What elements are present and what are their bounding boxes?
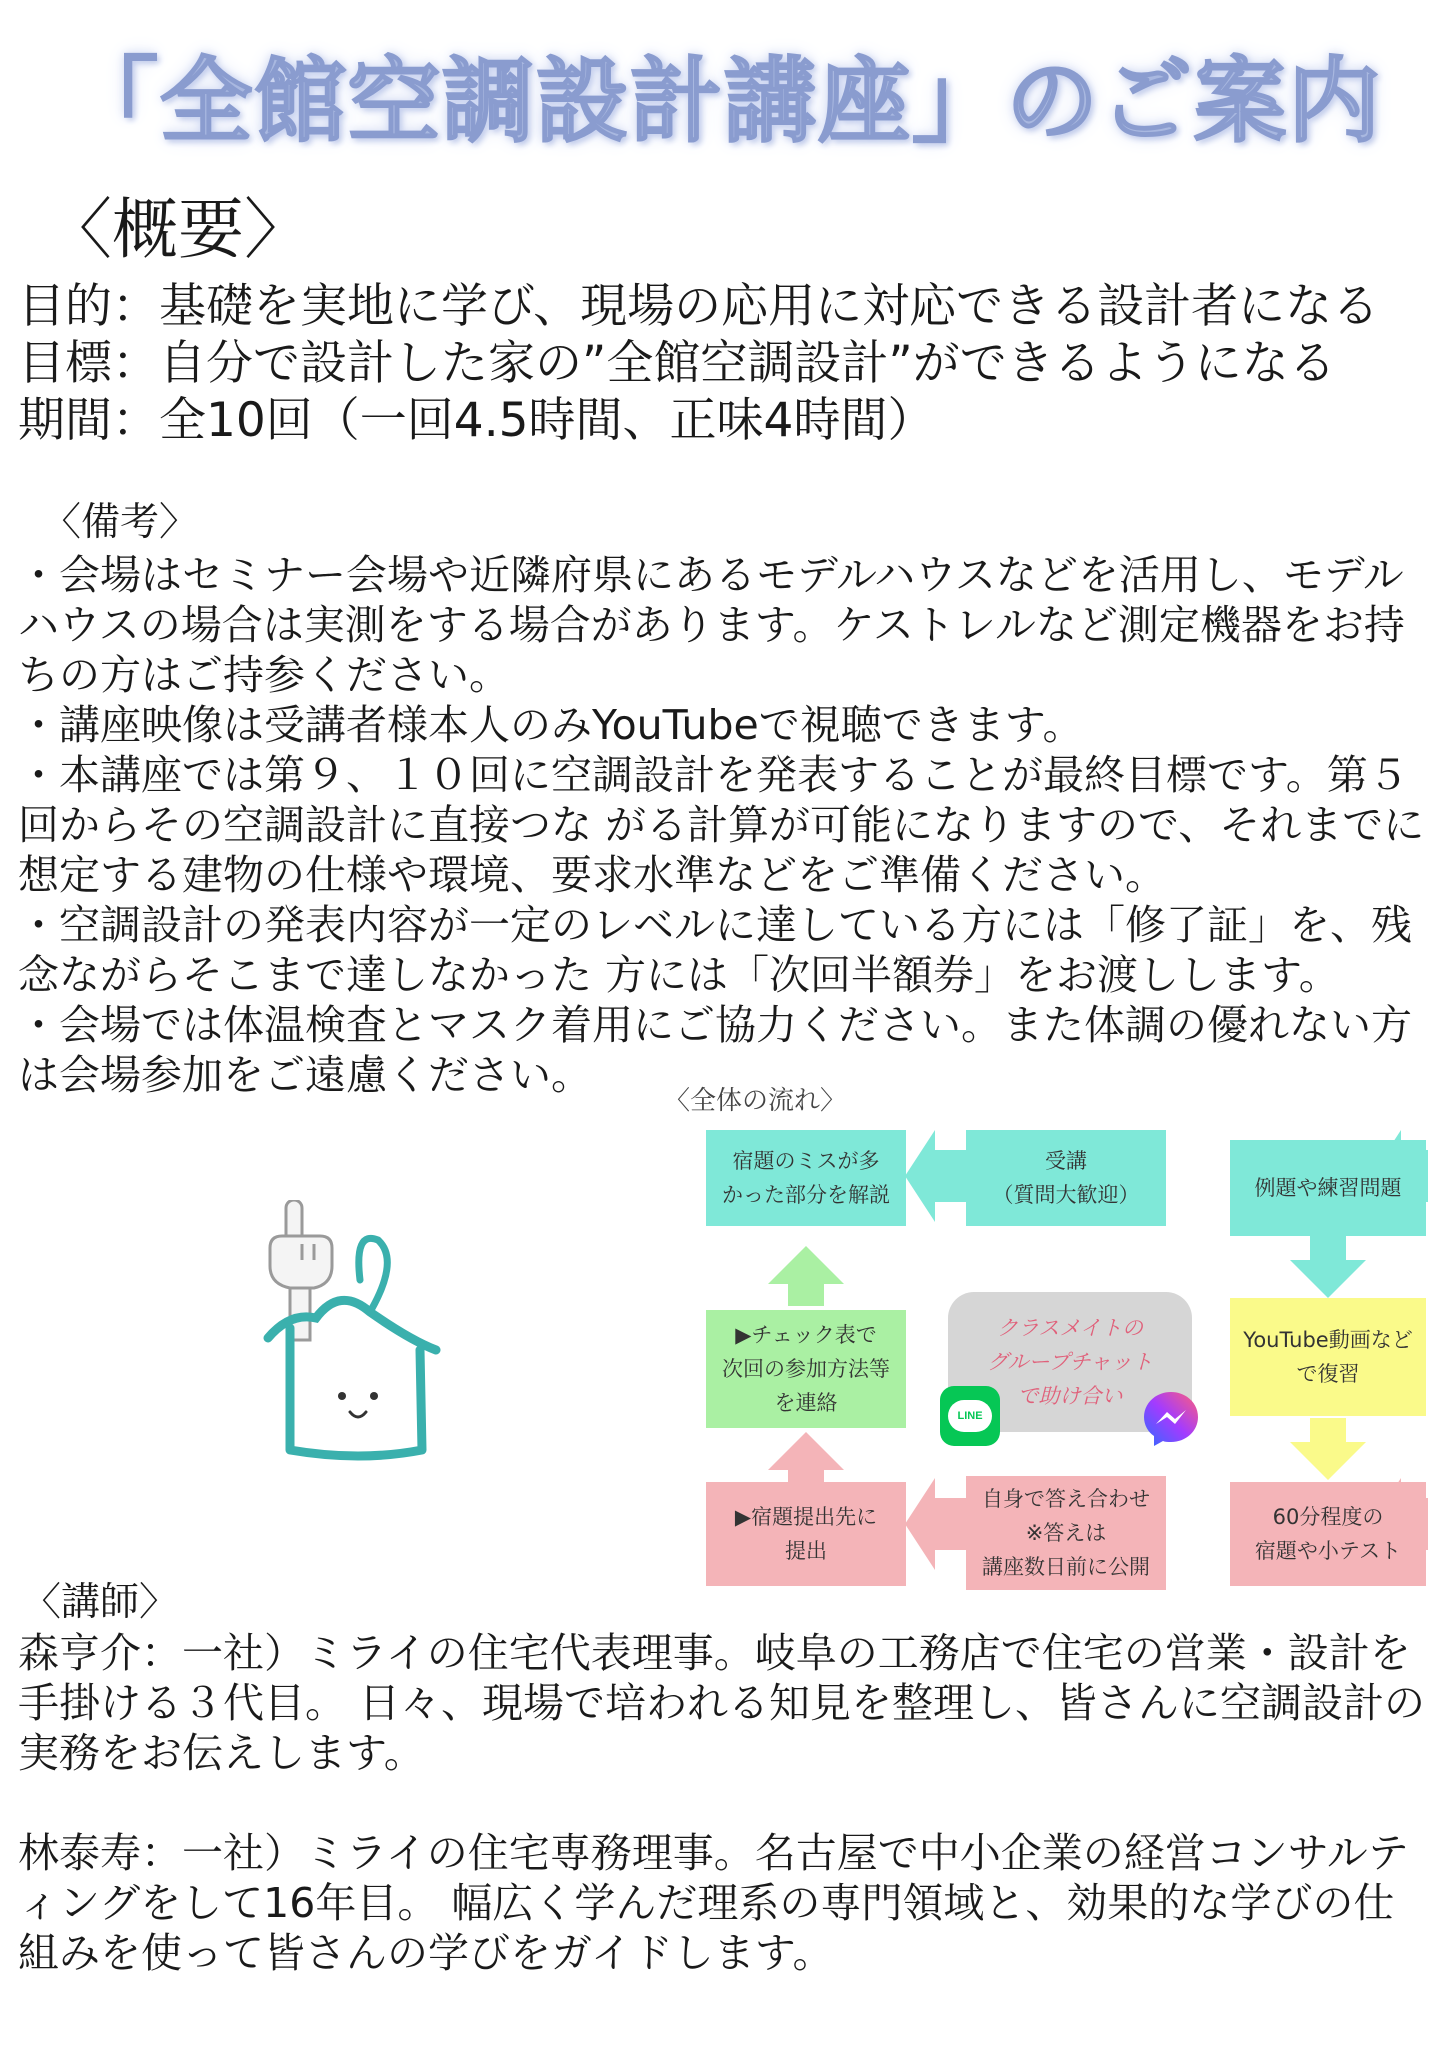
flow-heading: 〈全体の流れ〉 (664, 1086, 847, 1116)
overview-goal: 目標：自分で設計した家の”全館空調設計”ができるようになる (18, 336, 1336, 391)
notes-list (18, 550, 1430, 1100)
flow-step-homework: 60分程度の 宿題や小テスト (1230, 1482, 1426, 1586)
note-item: ・講座映像は受講者様本人のみYouTubeで視聴できます。 (18, 701, 1084, 749)
note-item: ・本講座では第９、１０回に空調設計を発表することが最終目標です。第５回からその空調設計に直接つな がる計算が可能になりますので、それまでに想定する建物の仕様や環境、要求水準などをご準備ください。 (18, 751, 1425, 899)
instructors-list (18, 1628, 1430, 1978)
overview-period: 期間：全10回（一回4.5時間、正味4時間） (18, 393, 935, 448)
flow-step-explain: 宿題のミスが多 かった部分を解説 (706, 1130, 906, 1226)
overview-block (18, 278, 1379, 449)
note-item: ・空調設計の発表内容が一定のレベルに達している方には「修了証」を、残念ながらそこまで達しなかった 方には「次回半額券」をお渡しします。 (18, 901, 1412, 999)
instructor-bio: 林泰寿：一社）ミライの住宅専務理事。名古屋で中小企業の経営コンサルティングをして16年目。 幅広く学んだ理系の専門領域と、効果的な学びの仕組みを使って皆さんの学びをガイドします。 (18, 1829, 1409, 1977)
line-badge-label: LINE (948, 1400, 992, 1432)
overview-purpose: 目的：基礎を実地に学び、現場の応用に対応できる設計者になる (18, 279, 1380, 334)
line-app-icon (940, 1386, 1000, 1446)
flow-step-exercises: 例題や練習問題 (1230, 1140, 1426, 1236)
overview-heading: 〈概要〉 (46, 191, 310, 268)
instructors-heading: 〈講師〉 (22, 1580, 179, 1625)
flow-step-answers: 自身で答え合わせ ※答えは 講座数日前に公開 (966, 1476, 1166, 1590)
page-title: 「全館空調設計講座」のご案内 (65, 48, 1382, 155)
flow-step-lecture: 受講 （質問大歓迎） (966, 1130, 1166, 1226)
flow-step-chat: クラスメイトの グループチャット で助け合い (948, 1292, 1192, 1432)
flow-step-youtube: YouTube動画など で復習 (1230, 1298, 1426, 1416)
note-item: ・会場では体温検査とマスク着用にご協力ください。また体調の優れない方は会場参加をご遠慮ください。 (18, 1001, 1412, 1099)
flow-step-submit: ▶宿題提出先に 提出 (706, 1482, 906, 1586)
messenger-app-icon (1140, 1388, 1202, 1450)
instructor-bio: 森亨介：一社）ミライの住宅代表理事。岐阜の工務店で住宅の営業・設計を手掛ける３代目。 日々、現場で培われる知見を整理し、皆さんに空調設計の実務をお伝えします。 (18, 1629, 1426, 1777)
flow-diagram (700, 1120, 1428, 1590)
spacer (18, 1778, 1430, 1828)
note-item: ・会場はセミナー会場や近隣府県にあるモデルハウスなどを活用し、モデルハウスの場合は実測をする場合があります。ケストレルなど測定機器をお持ちの方はご持参ください。 (18, 551, 1405, 699)
flow-step-checklist: ▶チェック表で 次回の参加方法等 を連絡 (706, 1310, 906, 1428)
house-mascot-icon (250, 1200, 490, 1470)
notes-heading: 〈備考〉 (42, 500, 199, 545)
